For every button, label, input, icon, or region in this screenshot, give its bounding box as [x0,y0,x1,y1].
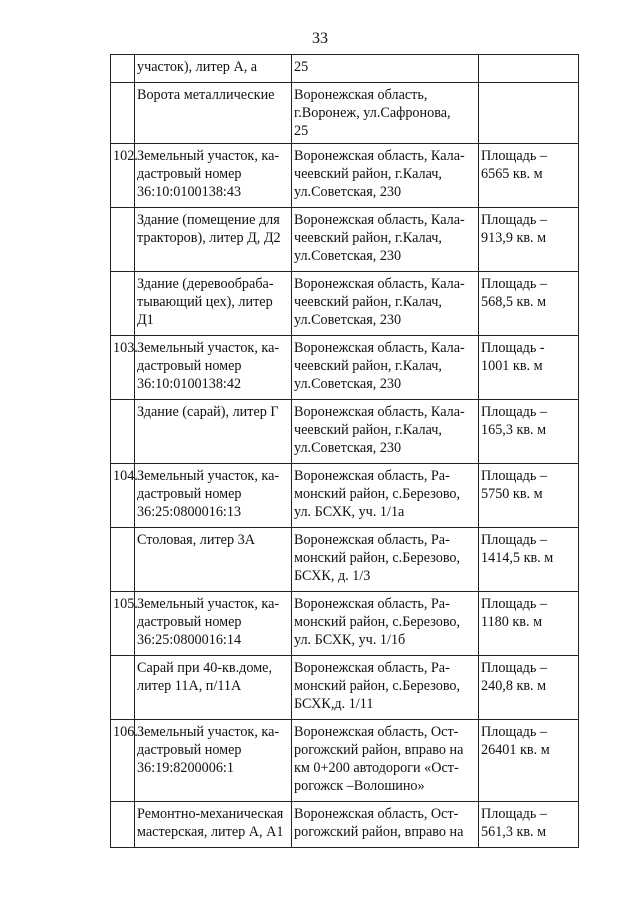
object-name: Сарай при 40-кв.доме, литер 11А, п/11А [135,656,292,720]
item-number [111,272,135,336]
object-address: Воронежская область, Кала- чеевский район, г.Калач, ул.Советская, 230 [292,208,479,272]
object-name: Земельный участок, ка- дастровый номер 36:10:0100138:43 [135,144,292,208]
table-row [111,144,579,208]
table-row [111,528,579,592]
object-address: Воронежская область, Ост- рогожский район, вправо на [292,802,479,848]
item-number [111,83,135,144]
object-address: Воронежская область, Ра- монский район, с.Березово, БСХК, д. 1/3 [292,528,479,592]
object-address: Воронежская область, Ра- монский район, с.Березово, БСХК,д. 1/11 [292,656,479,720]
property-registry-table [110,54,579,848]
object-name: Земельный участок, ка- дастровый номер 36:19:8200006:1 [135,720,292,802]
object-area [479,55,579,83]
object-address: Воронежская область, Кала- чеевский район, г.Калач, ул.Советская, 230 [292,144,479,208]
table-row [111,55,579,83]
item-number [111,528,135,592]
registry-body [111,55,579,848]
page-number: 33 [312,30,328,47]
item-number: 106. [111,720,135,802]
object-area: Площадь – 165,3 кв. м [479,400,579,464]
object-area: Площадь – 1414,5 кв. м [479,528,579,592]
object-area: Площадь – 568,5 кв. м [479,272,579,336]
object-address: Воронежская область, Ост- рогожский район, вправо на км 0+200 автодороги «Ост- рогожск –Волошино» [292,720,479,802]
object-address: Воронежская область, Ра- монский район, с.Березово, ул. БСХК, уч. 1/1б [292,592,479,656]
object-name: участок), литер А, а [135,55,292,83]
table-row [111,656,579,720]
object-area: Площадь – 6565 кв. м [479,144,579,208]
table-row [111,464,579,528]
table-row [111,272,579,336]
item-number: 103. [111,336,135,400]
object-name: Столовая, литер 3А [135,528,292,592]
object-address: Воронежская область, Кала- чеевский район, г.Калач, ул.Советская, 230 [292,400,479,464]
table-row [111,336,579,400]
item-number: 104. [111,464,135,528]
item-number: 102. [111,144,135,208]
table-row [111,802,579,848]
object-area: Площадь – 1180 кв. м [479,592,579,656]
object-area: Площадь – 26401 кв. м [479,720,579,802]
object-address: Воронежская область, Кала- чеевский район, г.Калач, ул.Советская, 230 [292,272,479,336]
item-number [111,55,135,83]
object-name: Земельный участок, ка- дастровый номер 36:10:0100138:42 [135,336,292,400]
object-area: Площадь – 561,3 кв. м [479,802,579,848]
object-name: Земельный участок, ка- дастровый номер 36:25:0800016:14 [135,592,292,656]
object-area: Площадь – 913,9 кв. м [479,208,579,272]
object-name: Ремонтно-механическая мастерская, литер А, А1 [135,802,292,848]
object-name: Земельный участок, ка- дастровый номер 36:25:0800016:13 [135,464,292,528]
object-address: 25 [292,55,479,83]
object-area: Площадь – 5750 кв. м [479,464,579,528]
table-row [111,720,579,802]
table-row [111,592,579,656]
object-name: Здание (сарай), литер Г [135,400,292,464]
object-name: Ворота металлические [135,83,292,144]
table-row [111,400,579,464]
object-address: Воронежская область, Кала- чеевский район, г.Калач, ул.Советская, 230 [292,336,479,400]
table-row [111,83,579,144]
item-number [111,400,135,464]
object-address: Воронежская область, Ра- монский район, с.Березово, ул. БСХК, уч. 1/1а [292,464,479,528]
item-number [111,656,135,720]
item-number: 105. [111,592,135,656]
object-area: Площадь - 1001 кв. м [479,336,579,400]
object-area [479,83,579,144]
table-row [111,208,579,272]
object-name: Здание (помещение для тракторов), литер Д, Д2 [135,208,292,272]
item-number [111,208,135,272]
object-name: Здание (деревообраба- тывающий цех), литер Д1 [135,272,292,336]
object-area: Площадь – 240,8 кв. м [479,656,579,720]
object-address: Воронежская область, г.Воронеж, ул.Сафронова, 25 [292,83,479,144]
item-number [111,802,135,848]
